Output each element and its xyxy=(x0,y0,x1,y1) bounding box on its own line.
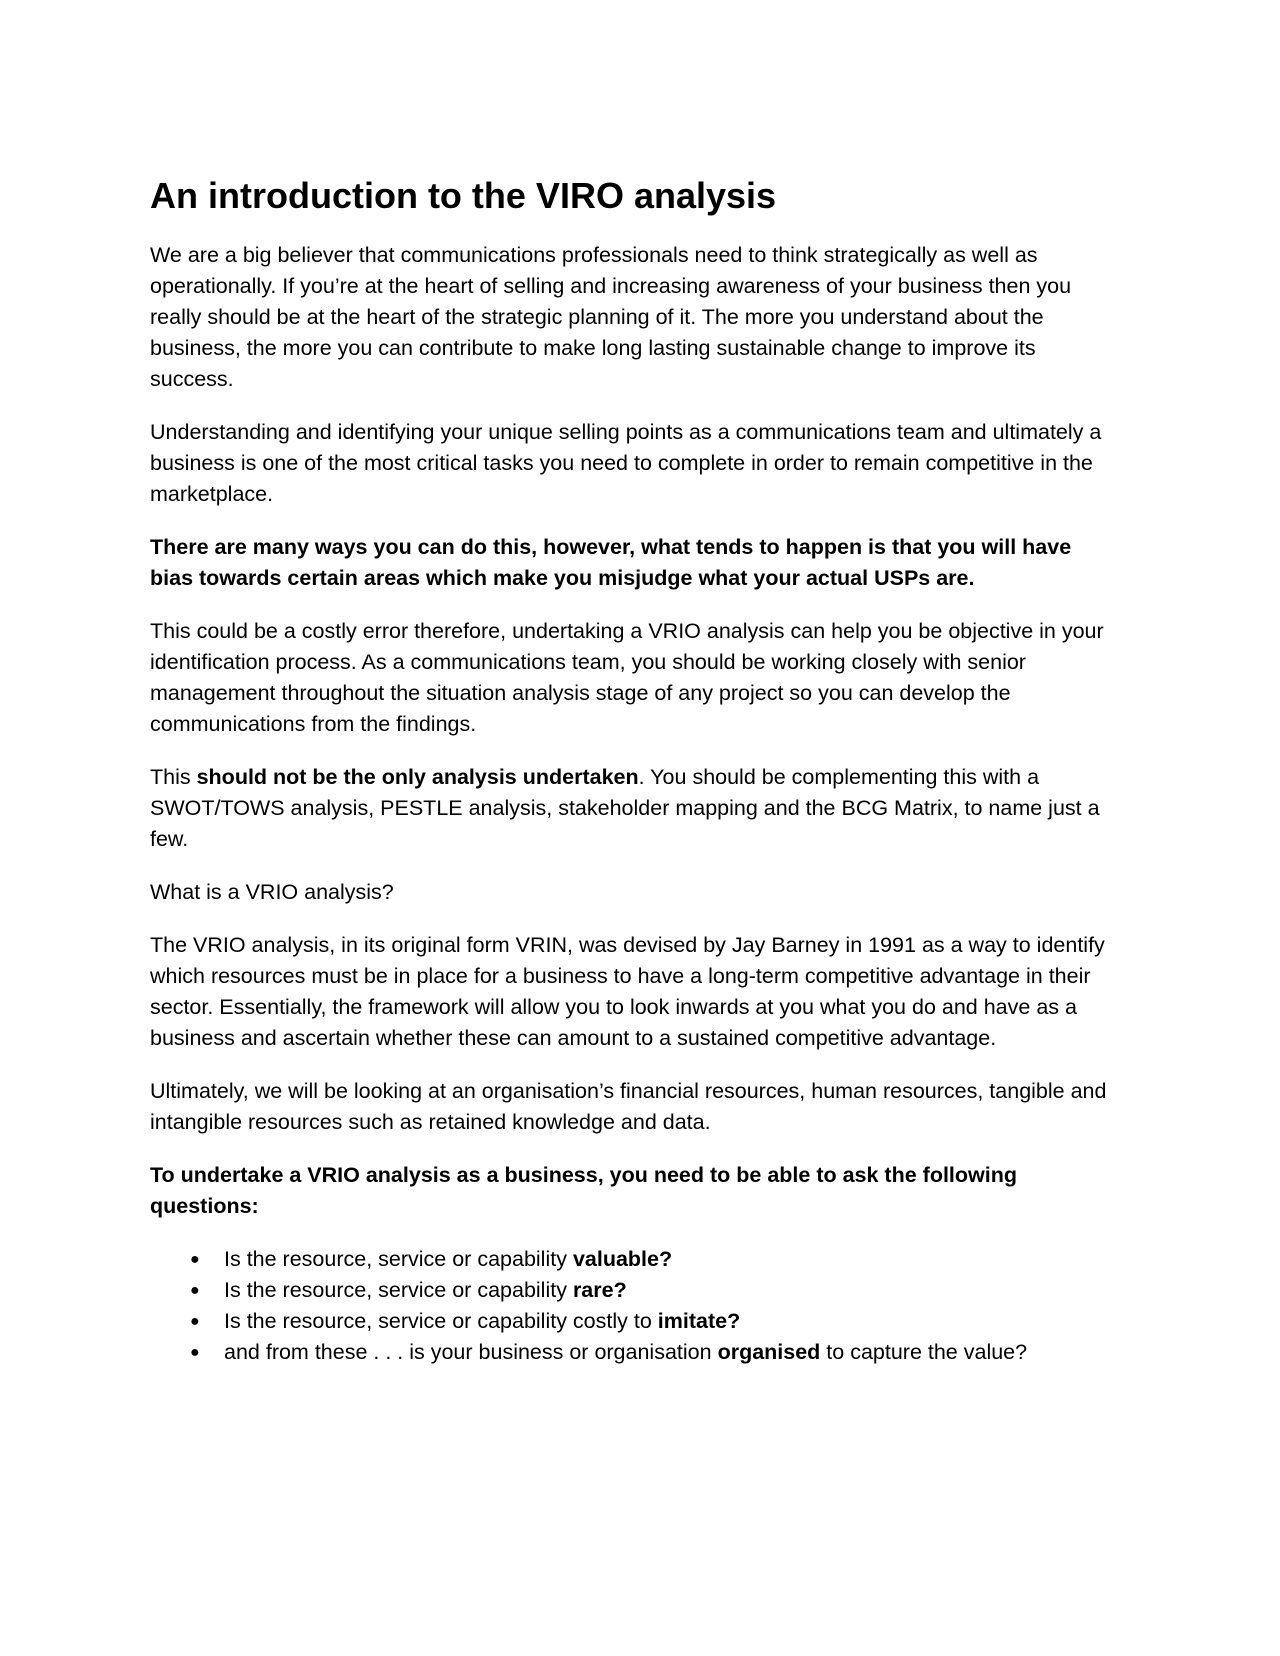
document-title: An introduction to the VIRO analysis xyxy=(150,175,777,216)
paragraph-bias-note: There are many ways you can do this, however, what tends to happen is that you will have bias towards certain areas which make you misjudge what your actual USPs are. xyxy=(150,535,1072,590)
list-item-pre-text: Is the resource, service or capability xyxy=(224,1278,573,1302)
complementary-bold-text: should not be the only analysis undertaken xyxy=(196,765,639,789)
section-question-heading: What is a VRIO analysis? xyxy=(150,880,394,904)
paragraph-complementary-analyses xyxy=(150,762,1120,855)
list-item-bold-text: organised xyxy=(717,1340,821,1364)
paragraph-intro: We are a big believer that communications professionals need to think strategically as well as operationally. If you’re at the heart of selling and increasing awareness of your business then you really should be at the heart of the strategic planning of it. The more you understand about the business, the more you can contribute to make long lasting sustainable change to improve its success. xyxy=(150,243,1072,391)
paragraph-questions-intro: To undertake a VRIO analysis as a business, you need to be able to ask the following questions: xyxy=(150,1163,1017,1218)
list-item-bold-text: valuable? xyxy=(572,1247,673,1271)
list-item xyxy=(190,1306,1120,1337)
bullet-icon: ● xyxy=(190,1282,200,1299)
paragraph-resources: Ultimately, we will be looking at an organisation’s financial resources, human resources, tangible and intangible resources such as retained knowledge and data. xyxy=(150,1079,1107,1134)
list-item xyxy=(190,1275,1120,1306)
list-item-post-text: to capture the value? xyxy=(820,1340,1028,1364)
paragraph-vrio-origin: The VRIO analysis, in its original form VRIN, was devised by Jay Barney in 1991 as a way to identify which resources must be in place for a business to have a long-term competitive advantage in their sector. Essentially, the framework will allow you to look inwards at you what you do and have as a business and ascertain whether these can amount to a sustained competitive advantage. xyxy=(150,933,1105,1050)
list-item xyxy=(190,1244,1120,1275)
bullet-icon: ● xyxy=(190,1251,200,1268)
paragraph-usps: Understanding and identifying your unique selling points as a communications team and ultimately a business is one of the most critical tasks you need to complete in order to remain competitive in the marketplace. xyxy=(150,420,1102,506)
list-item-bold-text: rare? xyxy=(572,1278,627,1302)
list-item-pre-text: Is the resource, service or capability xyxy=(224,1247,573,1271)
list-item-bold-text: imitate? xyxy=(657,1309,741,1333)
list-item xyxy=(190,1337,1120,1368)
bullet-icon: ● xyxy=(190,1313,200,1330)
list-item-pre-text: Is the resource, service or capability costly to xyxy=(224,1309,658,1333)
bullet-icon: ● xyxy=(190,1344,200,1361)
complementary-pre-text: This xyxy=(150,765,197,789)
vrio-questions-list xyxy=(150,1244,1120,1368)
complementary-post-text: . You should be complementing this with a SWOT/TOWS analysis, PESTLE analysis, stakeholder mapping and the BCG Matrix, to name just a few. xyxy=(150,765,1100,851)
paragraph-costly-error: This could be a costly error therefore, undertaking a VRIO analysis can help you be objective in your identification process. As a communications team, you should be working closely with senior management throughout the situation analysis stage of any project so you can develop the communications from the findings. xyxy=(150,619,1104,736)
document-page xyxy=(150,172,1120,1368)
list-item-pre-text: and from these . . . is your business or organisation xyxy=(224,1340,718,1364)
